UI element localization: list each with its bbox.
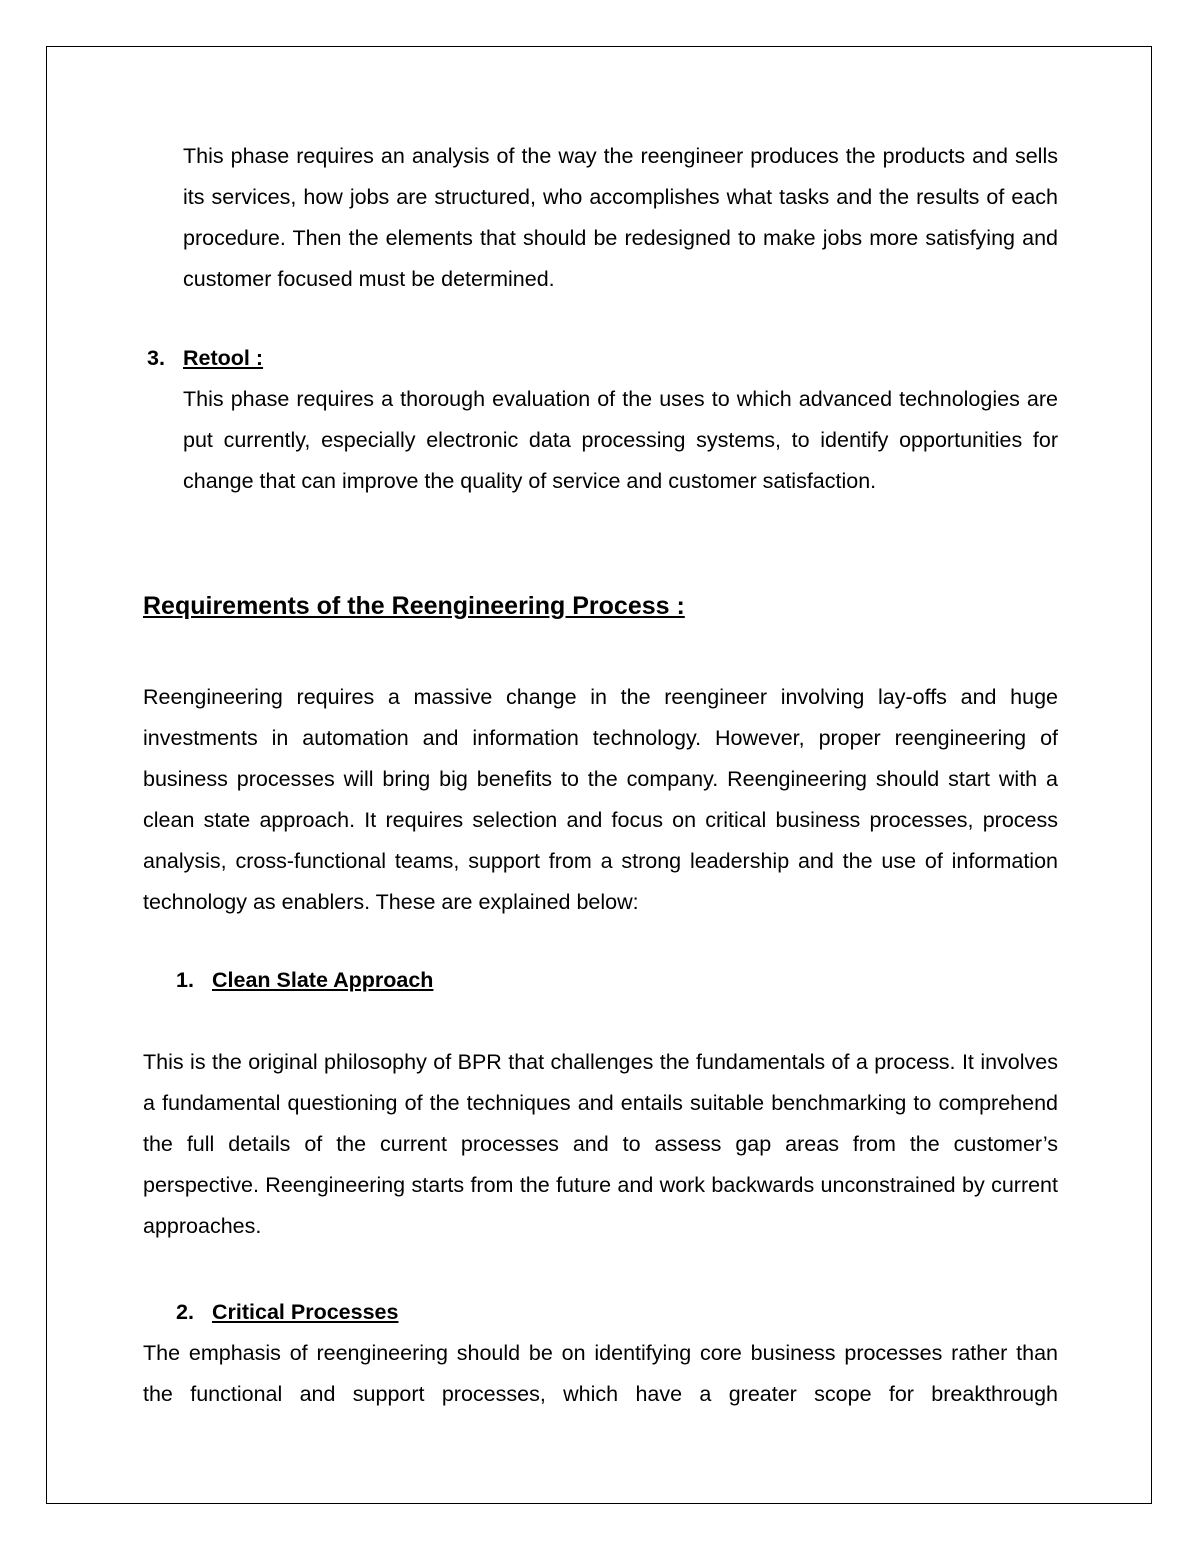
critical-processes-paragraph-text: The emphasis of reengineering should be on identifying core business processes rather than the functional and support processes, which have a greater scope for breakthrough xyxy=(143,1341,1058,1406)
retool-number: 3. xyxy=(147,346,165,370)
clean-slate-paragraph-text: This is the original philosophy of BPR that challenges the fundamentals of a process. It involves a fundamental questioning of the techniques and entails suitable benchmarking to comprehend the full details of the current processes and to assess gap areas from the customer’s perspective. Reengineering starts from the future and work backwards unconstrained by current approaches. xyxy=(143,1050,1058,1238)
retool-label: Retool : xyxy=(183,346,264,370)
requirements-heading: Requirements of the Reengineering Process : xyxy=(143,592,685,620)
clean-slate-label: Clean Slate Approach xyxy=(212,968,434,992)
critical-processes-paragraph xyxy=(143,1333,1058,1415)
clean-slate-paragraph xyxy=(143,1042,1058,1247)
clean-slate-number: 1. xyxy=(176,968,194,992)
retool-paragraph xyxy=(183,379,1058,502)
intro-paragraph-text: This phase requires an analysis of the way the reengineer produces the products and sells its services, how jobs are structured, who accomplishes what tasks and the results of each procedure. Then the elements that should be redesigned to make jobs more satisfying and customer focused must be determined. xyxy=(183,144,1058,291)
requirements-paragraph xyxy=(143,677,1058,923)
intro-paragraph xyxy=(183,136,1058,300)
critical-processes-label: Critical Processes xyxy=(212,1300,399,1324)
critical-processes-number: 2. xyxy=(176,1300,194,1324)
requirements-paragraph-text: Reengineering requires a massive change in the reengineer involving lay-offs and huge investments in automation and information technology. However, proper reengineering of business processes will bring big benefits to the company. Reengineering should start with a clean state approach. It requires selection and focus on critical business processes, process analysis, cross-functional teams, support from a strong leadership and the use of information technology as enablers. These are explained below: xyxy=(143,685,1058,914)
retool-paragraph-text: This phase requires a thorough evaluation of the uses to which advanced technologies are put currently, especially electronic data processing systems, to identify opportunities for change that can improve the quality of service and customer satisfaction. xyxy=(183,387,1058,493)
